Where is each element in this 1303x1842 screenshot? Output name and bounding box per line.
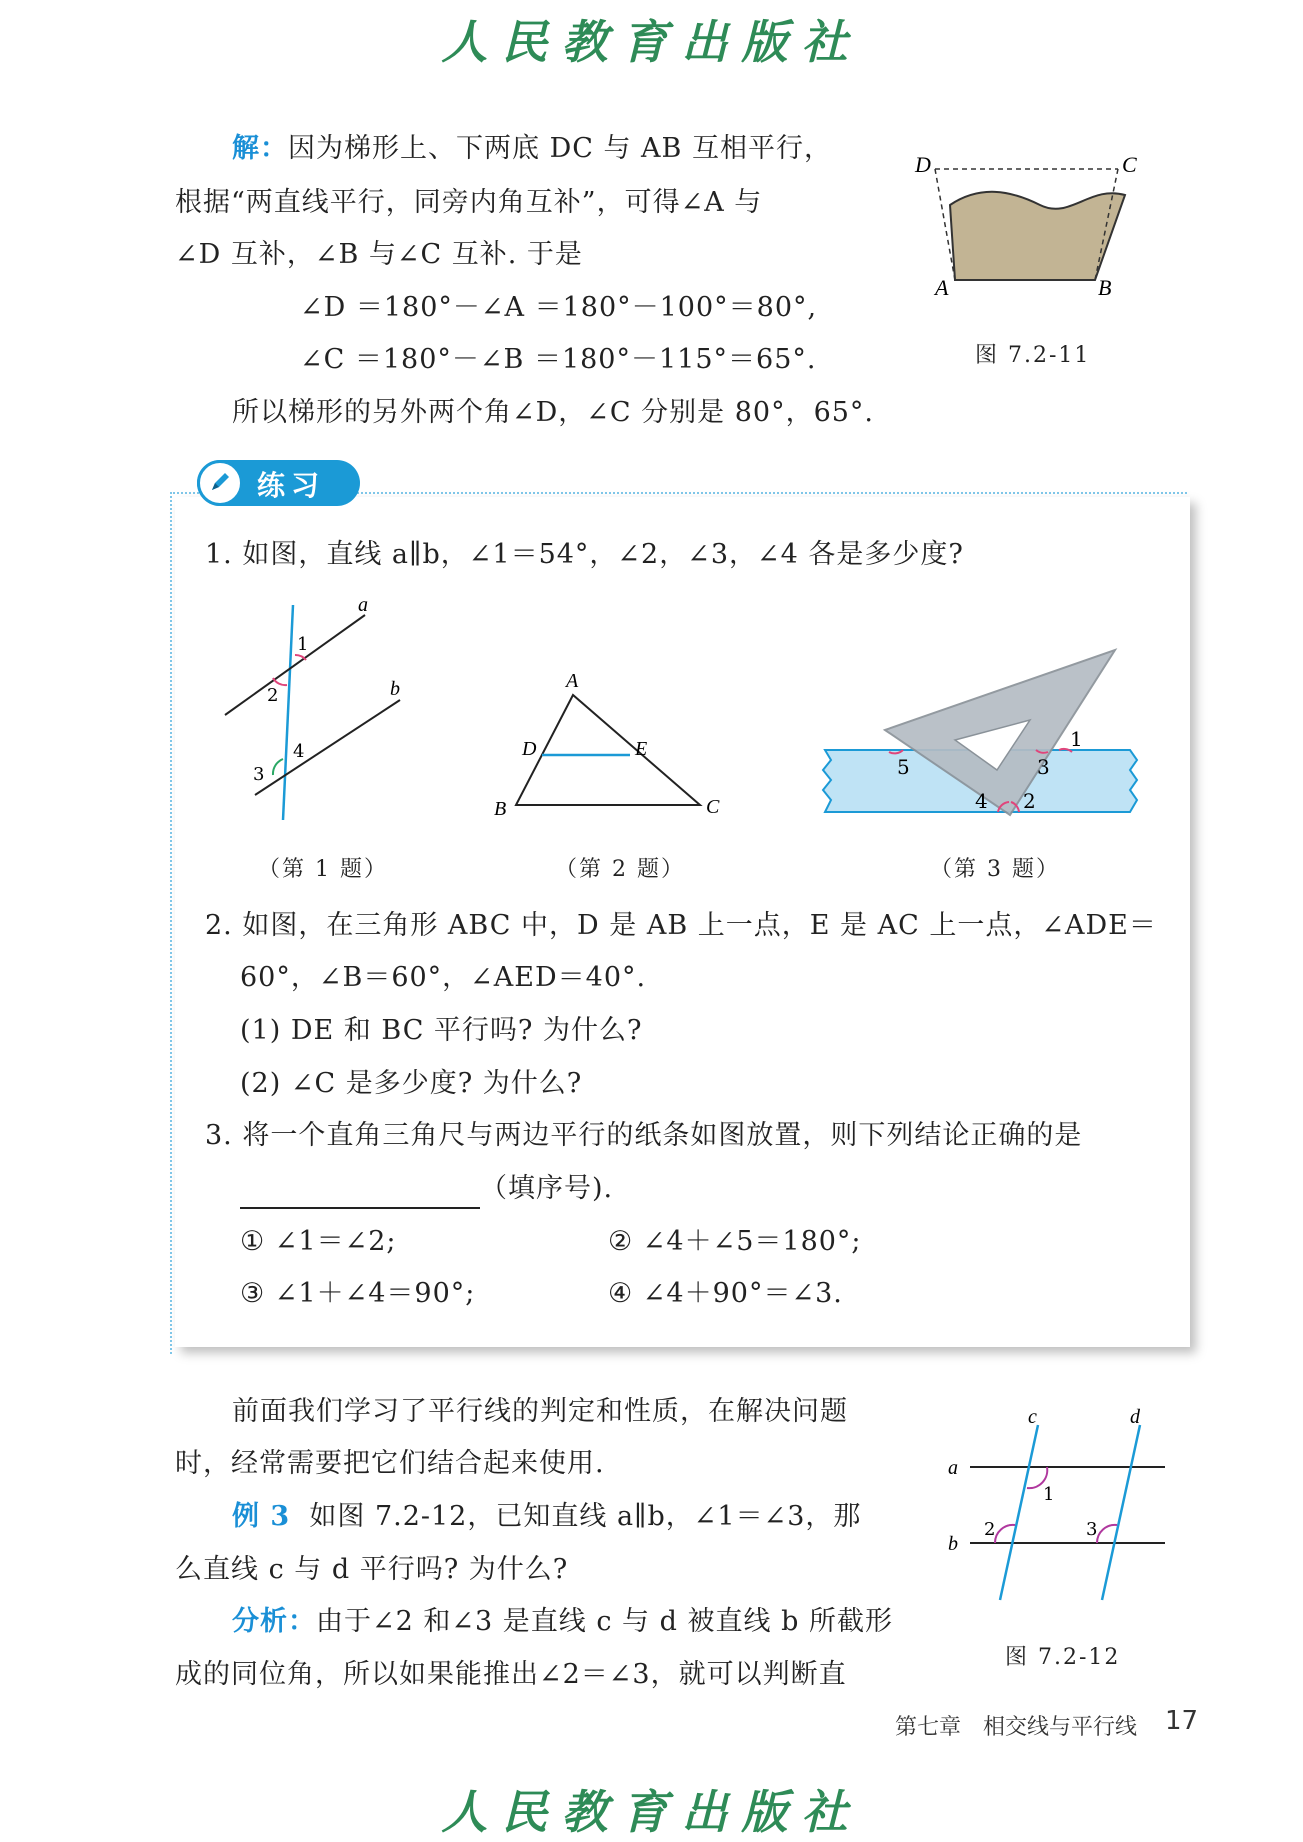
fig12-label-a: a xyxy=(948,1457,958,1479)
body-para-1-line-2: 时，经常需要把它们结合起来使用. xyxy=(175,1448,605,1479)
example-label: 例 3 xyxy=(232,1501,291,1532)
option-1: ① ∠1＝∠2; xyxy=(240,1226,397,1257)
example-3-line-1 xyxy=(232,1497,861,1537)
question-3-fill-hint: （填序号). xyxy=(480,1173,614,1204)
question-1: 1. 如图，直线 a∥b，∠1＝54°，∠2，∠3，∠4 各是多少度? xyxy=(205,539,964,570)
practice-tag-label: 练习 xyxy=(257,469,326,502)
question-2-figure xyxy=(480,665,740,825)
solution-line-1 xyxy=(232,129,832,169)
question-3-fill-line xyxy=(240,1169,613,1209)
fig2-label-D: D xyxy=(522,738,537,760)
figure-q1-caption: （第 1 题） xyxy=(258,857,388,882)
fig3-angle-4: 4 xyxy=(975,789,988,813)
question-2-line-2: 60°，∠B＝60°，∠AED＝40°. xyxy=(240,962,647,993)
answer-blank[interactable] xyxy=(240,1181,480,1209)
pencil-icon xyxy=(197,460,243,506)
figure-12-caption: 图 7.2-12 xyxy=(1005,1645,1121,1670)
fig2-label-E: E xyxy=(635,738,648,760)
parallel-lines-figure xyxy=(940,1405,1180,1605)
fig2-label-A: A xyxy=(566,670,579,692)
option-4: ④ ∠4＋90°＝∠3. xyxy=(608,1278,843,1309)
fig3-angle-5: 5 xyxy=(897,755,910,779)
analysis-text-1: 由于∠2 和∠3 是直线 c 与 d 被直线 b 所截形 xyxy=(316,1606,893,1637)
analysis-label: 分析： xyxy=(232,1606,316,1637)
fig12-angle-2: 2 xyxy=(984,1519,996,1540)
fig11-label-C: C xyxy=(1122,152,1137,177)
trapezoid-figure xyxy=(900,145,1160,315)
fig3-angle-1: 1 xyxy=(1070,727,1083,751)
figure-11-caption: 图 7.2-11 xyxy=(975,343,1091,368)
option-2: ② ∠4＋∠5＝180°; xyxy=(608,1226,862,1257)
figure-q2-caption: （第 2 题） xyxy=(555,857,685,882)
fig12-label-c: c xyxy=(1028,1406,1037,1428)
analysis-line-1 xyxy=(232,1602,893,1642)
fig1-label-b: b xyxy=(390,678,400,700)
question-2-sub-1: (1) DE 和 BC 平行吗? 为什么? xyxy=(240,1015,643,1046)
fig12-label-b: b xyxy=(948,1533,958,1555)
fig12-label-d: d xyxy=(1130,1406,1140,1428)
chapter-footer: 第七章 相交线与平行线 xyxy=(895,1715,1138,1740)
fig2-label-C: C xyxy=(706,796,720,818)
practice-tag xyxy=(197,460,360,506)
fig2-label-B: B xyxy=(494,798,507,820)
fig11-label-B: B xyxy=(1098,275,1112,300)
fig11-label-D: D xyxy=(915,152,931,177)
page-number: 17 xyxy=(1165,1706,1199,1736)
option-3: ③ ∠1＋∠4＝90°; xyxy=(240,1278,476,1309)
solution-equation-2: ∠C ＝180°－∠B ＝180°－115°＝65°. xyxy=(300,344,817,375)
body-para-1-line-1: 前面我们学习了平行线的判定和性质，在解决问题 xyxy=(232,1396,848,1427)
question-2-sub-2: (2) ∠C 是多少度? 为什么? xyxy=(240,1068,583,1099)
example-3-line-2: 么直线 c 与 d 平行吗? 为什么? xyxy=(175,1554,569,1585)
question-1-figure xyxy=(215,595,415,825)
publisher-header: 人民教育出版社 xyxy=(441,15,862,69)
solution-equation-1: ∠D ＝180°－∠A ＝180°－100°＝80°, xyxy=(300,292,818,323)
fig1-label-a: a xyxy=(358,595,368,616)
example-text-1: 如图 7.2-12，已知直线 a∥b，∠1＝∠3，那 xyxy=(309,1501,862,1532)
solution-text-1: 因为梯形上、下两底 DC 与 AB 互相平行， xyxy=(288,133,832,164)
fig1-angle-4: 4 xyxy=(293,741,305,762)
fig1-angle-2: 2 xyxy=(267,685,279,706)
fig3-angle-3: 3 xyxy=(1037,755,1050,779)
question-3-figure xyxy=(815,640,1145,820)
fig11-label-A: A xyxy=(935,275,949,300)
publisher-footer: 人民教育出版社 xyxy=(441,1785,862,1839)
fig1-angle-3: 3 xyxy=(253,764,265,785)
analysis-line-2: 成的同位角，所以如果能推出∠2＝∠3，就可以判断直 xyxy=(175,1659,847,1690)
fig3-angle-2: 2 xyxy=(1023,789,1036,813)
fig12-angle-3: 3 xyxy=(1086,1519,1098,1540)
solution-line-2: 根据“两直线平行，同旁内角互补”，可得∠A 与 xyxy=(175,187,763,218)
question-2-line-1: 2. 如图，在三角形 ABC 中，D 是 AB 上一点，E 是 AC 上一点，∠ADE＝ xyxy=(205,910,1157,941)
solution-conclusion: 所以梯形的另外两个角∠D，∠C 分别是 80°，65°. xyxy=(232,397,875,428)
question-3-line-1: 3. 将一个直角三角尺与两边平行的纸条如图放置，则下列结论正确的是 xyxy=(205,1120,1083,1151)
solution-label: 解： xyxy=(232,133,288,164)
figure-q3-caption: （第 3 题） xyxy=(930,857,1060,882)
trapezoid-region xyxy=(950,192,1125,280)
fig12-angle-1: 1 xyxy=(1043,1484,1055,1505)
solution-line-3: ∠D 互补，∠B 与∠C 互补. 于是 xyxy=(175,239,583,270)
fig1-angle-1: 1 xyxy=(297,634,309,655)
